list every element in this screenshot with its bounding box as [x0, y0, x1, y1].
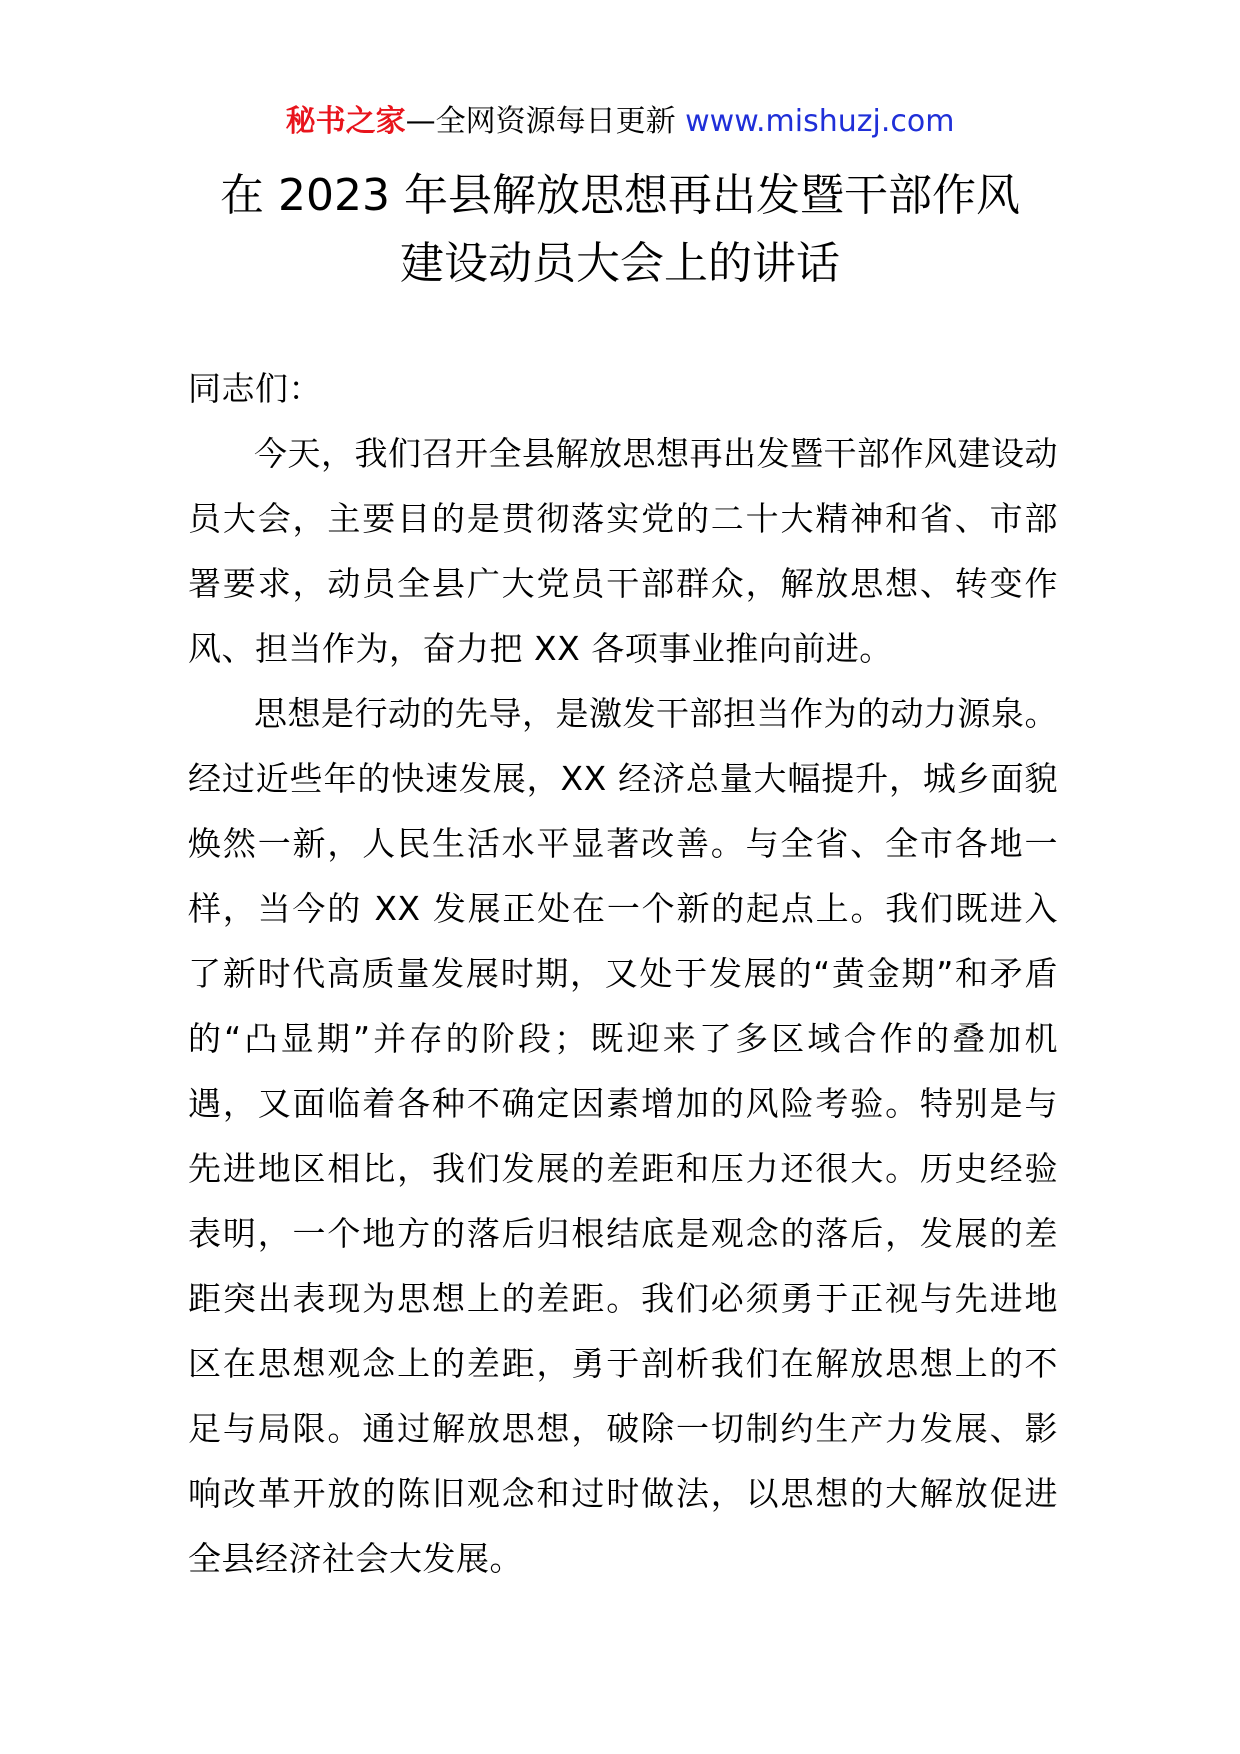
document-body	[188, 356, 1058, 1591]
body-paragraph-1: 今天，我们召开全县解放思想再出发暨干部作风建设动员大会，主要目的是贯彻落实党的二十大精神和省、市部署要求，动员全县广大党员干部群众，解放思想、转变作风、担当作为，奋力把 XX 各项事业推向前进。	[188, 434, 1058, 668]
document-title	[0, 162, 1240, 298]
body-paragraph-2: 思想是行动的先导，是激发干部担当作为的动力源泉。经过近些年的快速发展，XX 经济总量大幅提升，城乡面貌焕然一新，人民生活水平显著改善。与全省、全市各地一样，当今的 XX 发展正处在一个新的起点上。我们既进入了新时代高质量发展时期，又处于发展的“黄金期”和矛盾的“凸显期”并存的阶段；既迎来了多区域合作的叠加机遇，又面临着各种不确定因素增加的风险考验。特别是与先进地区相比，我们发展的差距和压力还很大。历史经验表明，一个地方的落后归根结底是观念的落后，发展的差距突出表现为思想上的差距。我们必须勇于正视与先进地区在思想观念上的差距，勇于剖析我们在解放思想上的不足与局限。通过解放思想，破除一切制约生产力发展、影响改革开放的陈旧观念和过时做法，以思想的大解放促进全县经济社会大发展。	[188, 694, 1058, 1578]
title-line-1: 在 2023 年县解放思想再出发暨干部作风	[220, 170, 1020, 221]
site-url-link[interactable]: www.mishuzj.com	[685, 104, 955, 139]
header-tagline: —全网资源每日更新	[405, 104, 686, 139]
title-line-2: 建设动员大会上的讲话	[400, 238, 840, 289]
brand-name: 秘书之家	[285, 104, 406, 139]
salutation: 同志们：	[188, 369, 322, 408]
site-header	[0, 100, 1240, 144]
